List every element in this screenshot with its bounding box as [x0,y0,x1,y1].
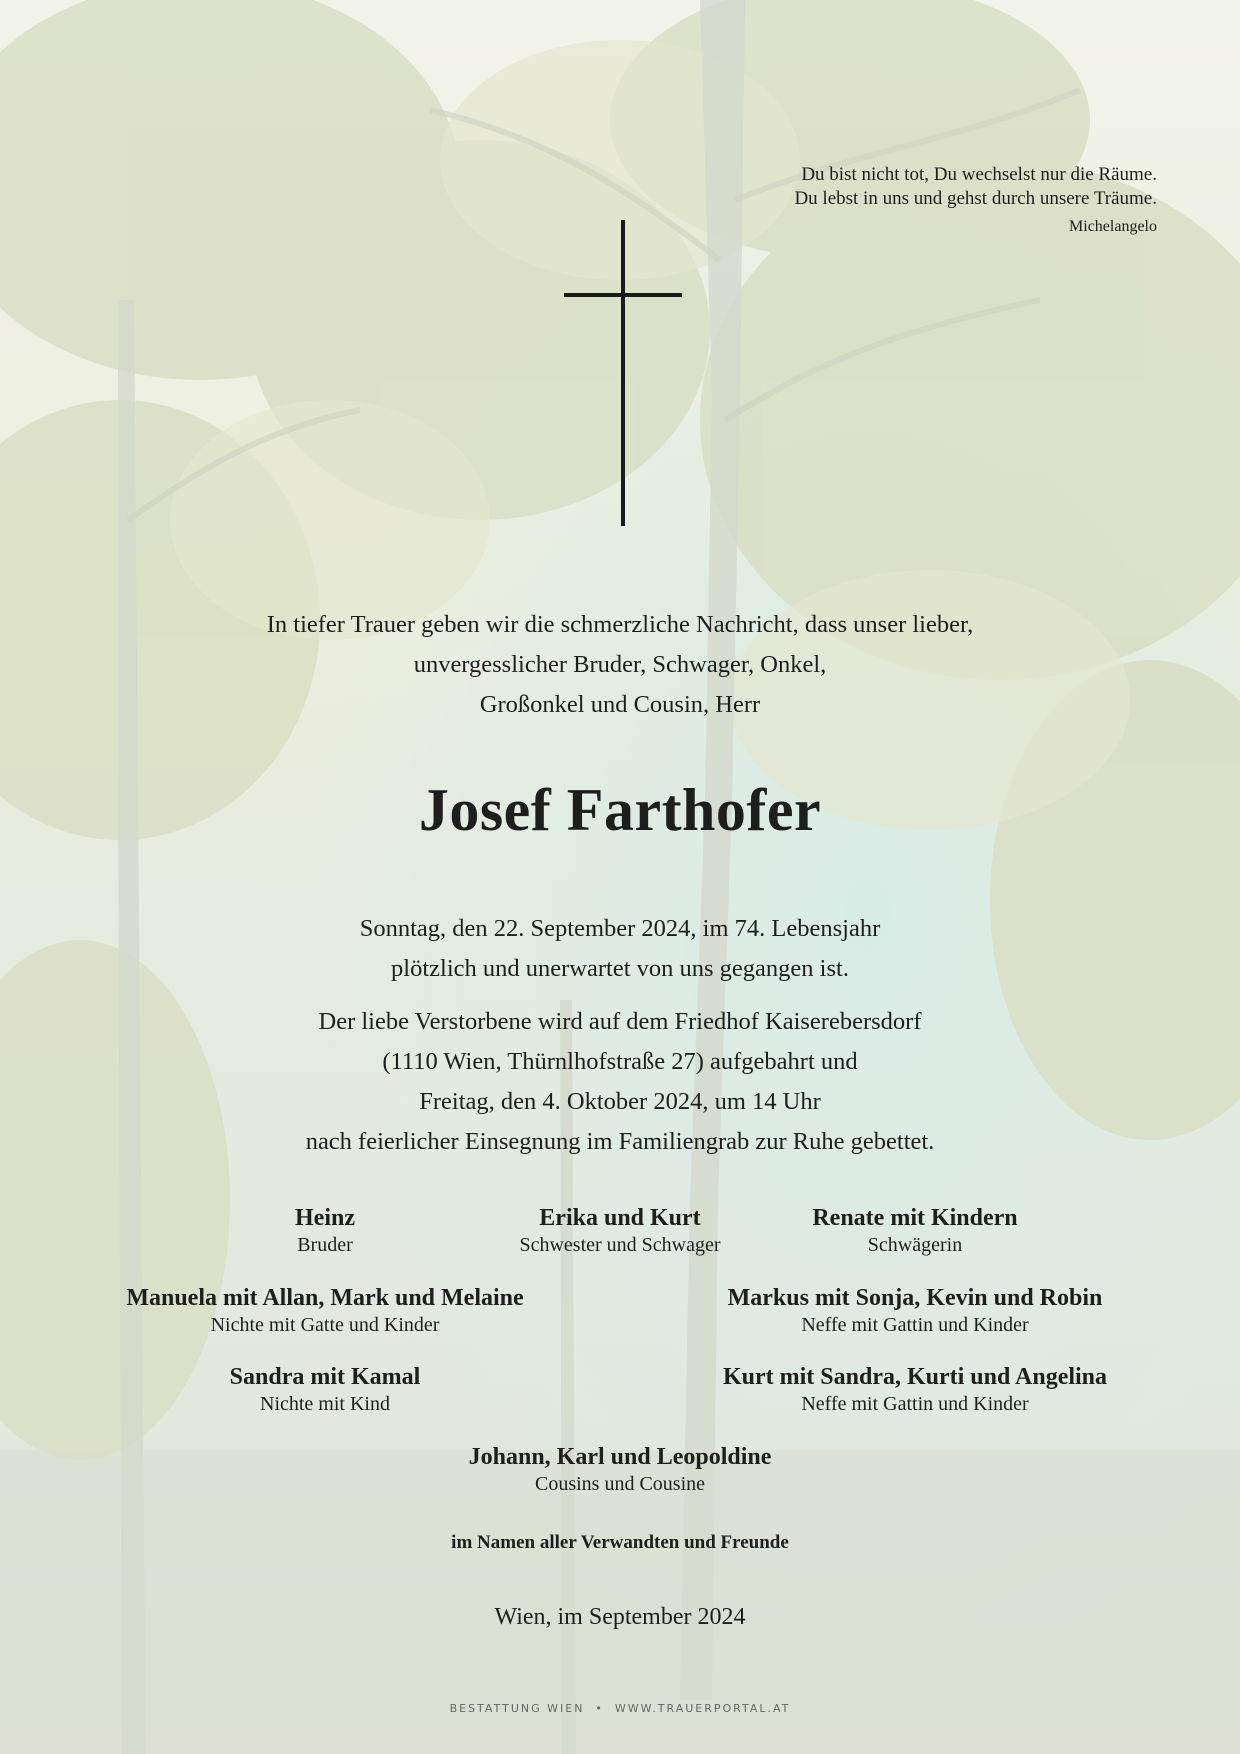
mourner-relation: Neffe mit Gattin und Kinder [801,1314,1029,1336]
footer-branding: BESTATTUNG WIEN • WWW.TRAUERPORTAL.AT [449,1702,791,1715]
mourner-relation: Schwägerin [867,1234,963,1256]
burial-line: Freitag, den 4. Oktober 2024, um 14 Uhr [419,1088,821,1115]
mourner-relation: Nichte mit Kind [260,1393,390,1415]
mourner-entry [469,1442,772,1496]
mourner-entry [295,1203,355,1257]
burial-line: nach feierlicher Einsegnung im Familiengrab zur Ruhe gebettet. [305,1128,935,1155]
death-notice [0,909,1240,989]
burial-line: (1110 Wien, Thürnlhofstraße 27) aufgebahrt und [382,1048,858,1075]
mourner-relation: Cousins und Cousine [534,1473,706,1495]
mourner-name: Kurt mit Sandra, Kurti und Angelina [722,1364,1108,1390]
quote-line-1: Du bist nicht tot, Du wechselst nur die Räume. [801,164,1157,185]
intro-line: unvergesslicher Bruder, Schwager, Onkel, [413,651,827,678]
mourner-name: Sandra mit Kamal [229,1364,421,1390]
quote-line-2: Du lebst in uns und gehst durch unsere Träume. [794,188,1157,209]
mourner-entry [230,1362,421,1416]
mourner-entry [723,1362,1107,1416]
burial-notice [0,1002,1240,1162]
mourner-entry [126,1283,523,1337]
mourner-name: Erika und Kurt [539,1205,701,1231]
death-line: plötzlich und unerwartet von uns gegangen ist. [391,955,849,982]
mourner-entry [728,1283,1103,1337]
cross-icon [564,218,684,528]
burial-line: Der liebe Verstorbene wird auf dem Friedhof Kaiserebersdorf [318,1008,922,1035]
on-behalf-line: im Namen aller Verwandten und Freunde [451,1532,789,1553]
deceased-name: Josef Farthofer [418,777,822,843]
mourner-entry [519,1203,720,1257]
mourner-name: Heinz [295,1205,355,1231]
mourner-name: Markus mit Sonja, Kevin und Robin [727,1285,1103,1311]
quote-block [794,163,1157,239]
intro-line: In tiefer Trauer geben wir die schmerzliche Nachricht, dass unser lieber, [266,611,974,638]
intro-line: Großonkel und Cousin, Herr [479,691,761,718]
mourner-name: Johann, Karl und Leopoldine [468,1444,772,1470]
mourner-name: Manuela mit Allan, Mark und Melaine [126,1285,524,1311]
place-date: Wien, im September 2024 [494,1604,746,1630]
mourner-relation: Nichte mit Gatte und Kinder [210,1314,440,1336]
death-line: Sonntag, den 22. September 2024, im 74. Lebensjahr [359,915,881,942]
mourner-entry [812,1203,1017,1257]
intro-text [0,605,1240,725]
mourner-relation: Bruder [297,1234,353,1256]
mourner-relation: Neffe mit Gattin und Kinder [801,1393,1029,1415]
mourner-name: Renate mit Kindern [812,1205,1018,1231]
quote-author: Michelangelo [1069,218,1157,235]
mourner-relation: Schwester und Schwager [519,1234,721,1256]
